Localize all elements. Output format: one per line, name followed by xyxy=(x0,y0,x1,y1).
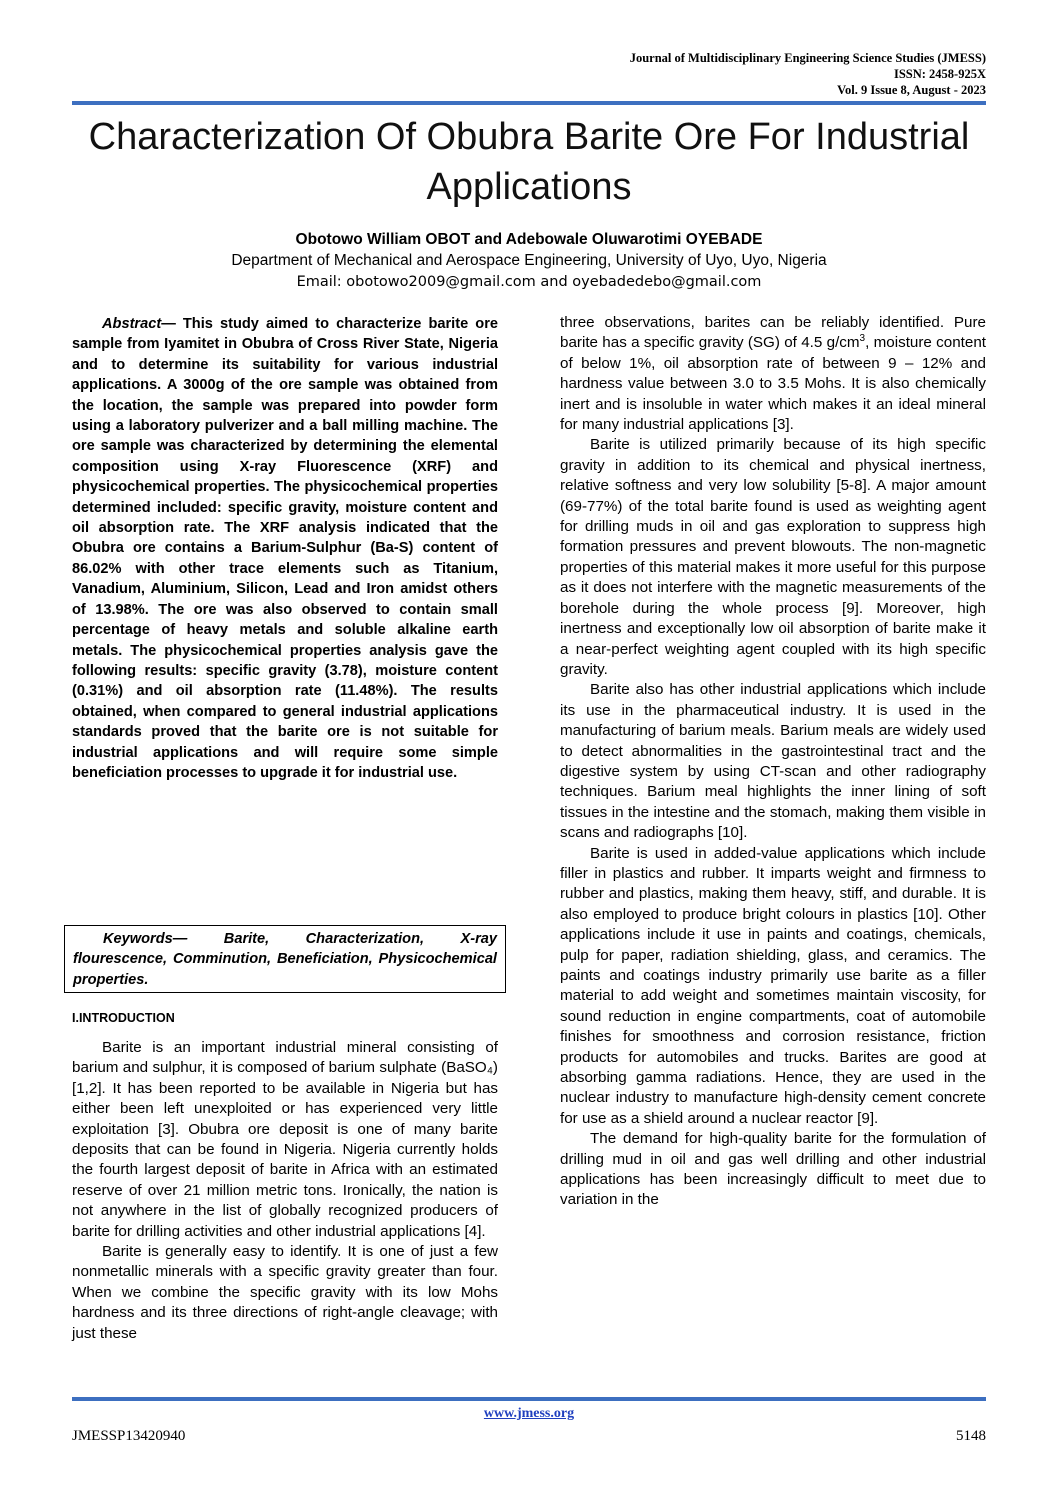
right-paragraph-3: Barite also has other industrial applications which include its use in the pharmaceutical industry. It is used in the manufacturing of barium meals. Barium meals are widely used to detect abnormalities in the gastrointestinal tract and the digestive system by using CT-scan and other radiography techniques. Barium meal highlights the inner lining of soft tissues in the intestine and the stomach, making them visible in scans and radiographs [10]. xyxy=(560,681,986,842)
section-heading-introduction: I.INTRODUCTION xyxy=(72,1011,175,1025)
right-paragraph-5: The demand for high-quality barite for the formulation of drilling mud in oil and gas well drilling and other industrial applications has been increasingly difficult to meet due to variation in the xyxy=(560,1130,986,1209)
intro-paragraph-2: Barite is generally easy to identify. It is one of just a few nonmetallic minerals with a specific gravity greater than four. When we combine the specific gravity with its low Mohs hardness and its three directions of right-angle cleavage; with just these xyxy=(72,1243,498,1342)
right-paragraph-4: Barite is used in added-value applications which include filler in plastics and rubber. It imparts weight and firmness to rubber and plastics, making them heavy, stiff, and durable. It is also employed to produce bright colours in plastics [10]. Other applications include it use in paints and coatings, chemicals, pulp for paper, radiation shielding, glass, and ceramics. The paints and coatings industry primarily use barite as a filler material to add weight and sometimes maintain viscosity, for sound reduction in engine compartments, coat of automobile finishes for smoothness and corrosion resistance, friction products for automobiles and trucks. Barites are good at absorbing gamma radiations. Hence, they are used in the nuclear industry to manufacture high-density cement concrete for use as a shield around a nuclear reactor [9]. xyxy=(560,844,986,1127)
journal-volume: Vol. 9 Issue 8, August - 2023 xyxy=(837,83,986,97)
right-paragraph-1b: , moisture content of below 1%, oil absorption rate of between 9 – 12% and hardness value between 3.0 to 3.5 Mohs. It is also chemically inert and is insoluble in water which makes it an ideal mineral for many industrial applications [3]. xyxy=(560,334,986,434)
header-rule xyxy=(72,101,986,105)
journal-issn: ISSN: 2458-925X xyxy=(893,67,986,81)
page-number: 5148 xyxy=(956,1428,986,1444)
intro-paragraph-1: Barite is an important industrial mineral consisting of barium and sulphur, it is composed of barium sulphate (BaSO₄) [1,2]. It has been reported to be available in Nigeria but has either been left unexploited or has experienced very little exploitation [3]. Obubra ore deposit is one of many barite deposits that can be found in Nigeria. Nigeria currently holds the fourth largest deposit of barite in Africa with an estimated reserve of over 21 million metric tons. Ironically, the nation is not anywhere in the list of globally recognized producers of barite for drilling activities and other industrial applications [4]. xyxy=(72,1039,498,1240)
right-paragraph-2: Barite is utilized primarily because of its high specific gravity in addition to its chemical and physical inertness, relative softness and very low solubility [5-8]. A major amount (69-77%) of the total barite found is used as weighting agent for drilling muds in oil and gas exploration to suppress high formation pressures and prevent blowouts. The non-magnetic properties of this material makes it more useful for this purpose as it does not interfere with the magnetic measurements of the borehole during the whole process [9]. Moreover, high inertness and exceptionally low oil absorption of barite make it a near-perfect weighting agent coupled with its high specific gravity. xyxy=(560,436,986,678)
right-paragraph-1 xyxy=(560,313,986,435)
abstract-dash: — xyxy=(161,316,176,332)
abstract-label: Abstract xyxy=(102,316,162,332)
introduction-text xyxy=(72,1038,498,1344)
superscript-3: 3 xyxy=(859,333,866,345)
paper-title: Characterization Of Obubra Barite Ore For Industrial Applications xyxy=(88,116,970,208)
journal-website-link[interactable]: www.jmess.org xyxy=(483,1406,575,1421)
journal-header xyxy=(630,50,986,98)
paper-id: JMESSP13420940 xyxy=(72,1428,186,1444)
right-column xyxy=(560,313,986,1211)
keywords-label: Keywords xyxy=(103,931,173,947)
left-column xyxy=(72,314,498,783)
abstract xyxy=(72,314,498,783)
author-email: Email: obotowo2009@gmail.com and oyebadedebo@gmail.com xyxy=(296,274,762,290)
footer-rule xyxy=(72,1397,986,1401)
authors: Obotowo William OBOT and Adebowale Oluwarotimi OYEBADE xyxy=(295,231,763,248)
right-paragraph-1a: three observations, barites can be reliably identified. Pure barite has a specific gravity (SG) of 4.5 g/cm xyxy=(560,314,986,352)
journal-name: Journal of Multidisciplinary Engineering Science Studies (JMESS) xyxy=(629,51,986,65)
keywords-dash: — xyxy=(172,931,188,947)
affiliation: Department of Mechanical and Aerospace Engineering, University of Uyo, Uyo, Nigeria xyxy=(231,252,827,269)
keywords-box xyxy=(64,925,506,993)
keywords-text: Barite, Characterization, X-ray flourescence, Comminution, Beneficiation, Physicochemical properties. xyxy=(73,931,497,988)
abstract-text: This study aimed to characterize barite ore sample from Iyamitet in Obubra of Cross River State, Nigeria and to determine its suitability for various industrial applications. A 3000g of the ore sample was obtained from the location, the sample was prepared into powder form using a laboratory pulverizer and a ball milling machine. The ore sample was characterized by determining the elemental composition using X-ray Fluorescence (XRF) and physicochemical properties. The physicochemical properties determined included: specific gravity, moisture content and oil absorption rate. The XRF analysis indicated that the Obubra ore contains a Barium-Sulphur (Ba-S) content of 86.02% with other trace elements such as Titanium, Vanadium, Aluminium, Silicon, Lead and Iron amidst others of 13.98%. The ore was also observed to contain small percentage of heavy metals and soluble alkaline earth metals. The physicochemical properties analysis gave the following results: specific gravity (3.78), moisture content (0.31%) and oil absorption rate (11.48%). The results obtained, when compared to general industrial applications standards proved that the barite ore is not suitable for industrial applications and will require some simple beneficiation processes to upgrade it for industrial use. xyxy=(72,316,498,781)
